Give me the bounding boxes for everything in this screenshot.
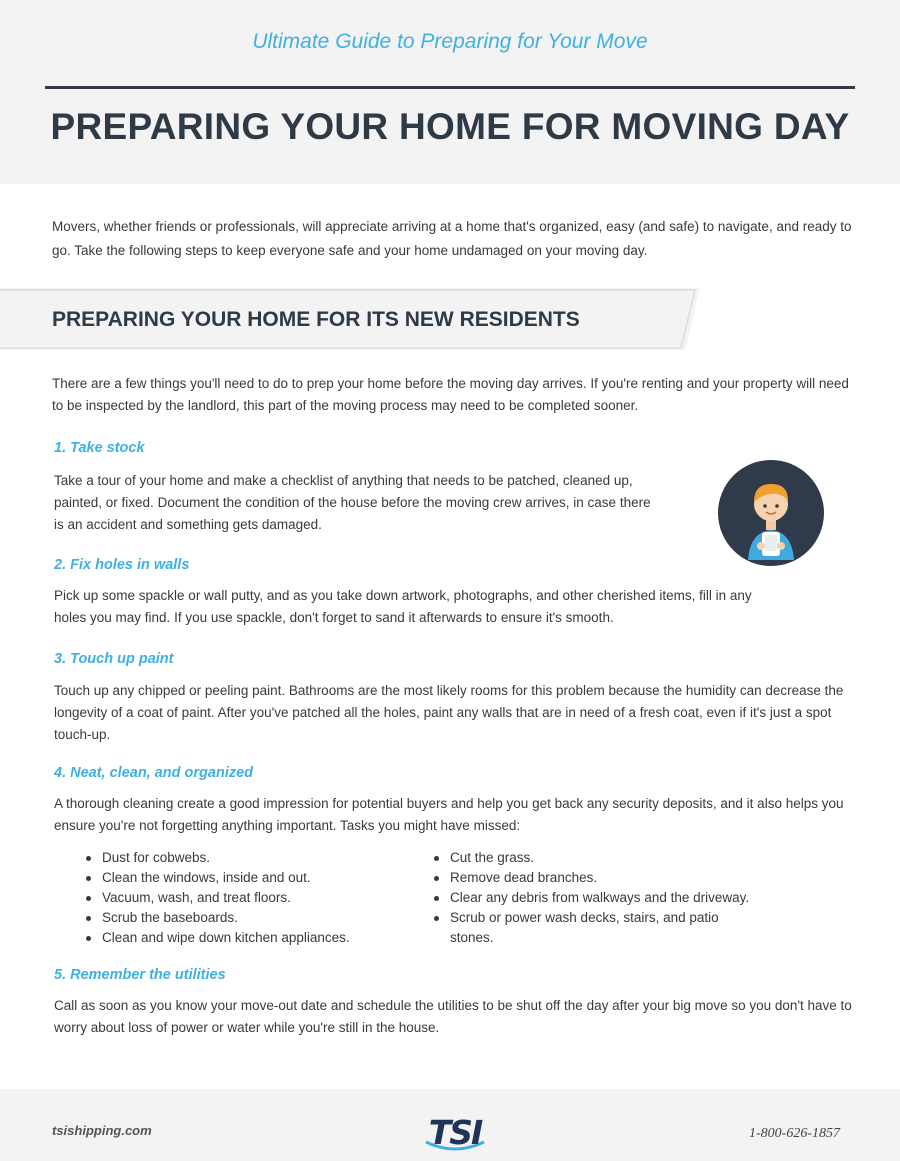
logo-text: TSI xyxy=(428,1113,482,1152)
step-text-neat-clean: A thorough cleaning create a good impression for potential buyers and help you get back any security deposits, and it also helps you ensure you're not forgetting anything important. Tasks you might have missed: xyxy=(54,796,844,833)
list-item: Scrub the baseboards. xyxy=(102,908,402,928)
step-text-utilities: Call as soon as you know your move-out date and schedule the utilities to be shut off the day after your big move so you don't have to worry about loss of power or water while you're still in the house. xyxy=(54,998,852,1035)
footer-website-link[interactable]: tsishipping.com xyxy=(52,1123,152,1138)
header-divider xyxy=(45,86,855,89)
step-text-take-stock: Take a tour of your home and make a checklist of anything that needs to be patched, cleaned up, painted, or fixed. Document the condition of the house before the moving crew arrives, in case there is an accident and something gets damaged. xyxy=(54,473,651,532)
page-title: PREPARING YOUR HOME FOR MOVING DAY xyxy=(50,106,850,147)
section-intro: There are a few things you'll need to do to prep your home before the moving day arrives. If you're renting and your property will need to be inspected by the landlord, this part of the moving process may need to be completed sooner. xyxy=(52,376,849,413)
step-text-touch-up-paint: Touch up any chipped or peeling paint. Bathrooms are the most likely rooms for this problem because the humidity can decrease the longevity of a coat of paint. After you've patched all the holes, paint any walls that are in need of a fresh coat, even if it's just a spot touch-up. xyxy=(54,683,844,742)
task-list-right xyxy=(450,848,790,948)
tsi-logo xyxy=(420,1112,490,1154)
list-item: Clean and wipe down kitchen appliances. xyxy=(102,928,402,948)
list-item: Remove dead branches. xyxy=(450,868,790,888)
document-subtitle: Ultimate Guide to Preparing for Your Move xyxy=(252,30,648,53)
step-title-take-stock: 1. Take stock xyxy=(54,440,145,456)
step-title-neat-clean: 4. Neat, clean, and organized xyxy=(54,765,254,781)
person-holding-phone-icon xyxy=(718,460,824,566)
list-item: Clear any debris from walkways and the driveway. xyxy=(450,888,790,908)
footer-phone: 1-800-626-1857 xyxy=(749,1126,840,1141)
intro-paragraph: Movers, whether friends or professionals, will appreciate arriving at a home that's organized, easy (and safe) to navigate, and ready to go. Take the following steps to keep everyone safe and your home undamaged on your moving day. xyxy=(52,219,852,258)
step-title-utilities: 5. Remember the utilities xyxy=(54,967,226,983)
header-band xyxy=(0,0,900,184)
list-item: Dust for cobwebs. xyxy=(102,848,402,868)
task-list-left xyxy=(102,848,402,948)
list-item: Clean the windows, inside and out. xyxy=(102,868,402,888)
section-heading: PREPARING YOUR HOME FOR ITS NEW RESIDENTS xyxy=(52,308,580,331)
step-title-fix-holes: 2. Fix holes in walls xyxy=(54,557,190,573)
step-title-touch-up-paint: 3. Touch up paint xyxy=(54,651,174,667)
step-text-fix-holes: Pick up some spackle or wall putty, and as you take down artwork, photographs, and other cherished items, fill in any holes you may find. If you use spackle, don't forget to sand it afterwards to ensure it's smooth. xyxy=(54,588,752,625)
list-item: Vacuum, wash, and treat floors. xyxy=(102,888,402,908)
list-item: Cut the grass. xyxy=(450,848,790,868)
list-item: Scrub or power wash decks, stairs, and patio stones. xyxy=(450,908,760,948)
